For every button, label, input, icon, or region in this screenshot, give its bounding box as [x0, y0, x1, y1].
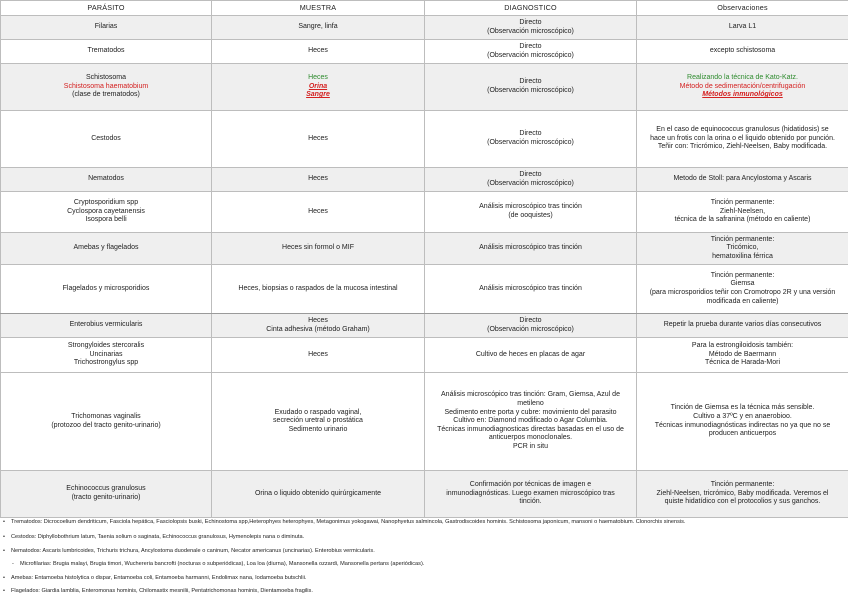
cell-parasito: Cryptosporidium spp Cyclospora cayetanensis Isospora belli	[1, 192, 212, 233]
header-observaciones: Observaciones	[637, 1, 848, 16]
cell-muestra: Heces	[212, 192, 425, 233]
header-muestra: MUESTRA	[212, 1, 425, 16]
cell-diagnostico: Directo (Observación microscópico)	[425, 168, 637, 192]
cell-diagnostico: Análisis microscópico tras tinción: Gram, Giemsa, Azul de metileno Sedimento entre porta y cubre: movimiento del parasito Cultivo en: Diamond modificado o Agar Columbia. Técnicas inmunodiagnosticas directas basadas en el uso de anticuerpos monoclonales. PCR in situ	[425, 373, 637, 471]
cell-diagnostico: Directo (Observación microscópico)	[425, 314, 637, 338]
cell-observaciones: Repetir la prueba durante varios días consecutivos	[637, 314, 848, 338]
cell-parasito: Cestodos	[1, 111, 212, 168]
footnote-item: • Cestodos: Diphyllobothrium latum, Taenia solium o saginata, Echinococcus granulosus, Hymenolepis nana o diminuta.	[3, 534, 305, 540]
cell-diagnostico: Análisis microscópico tras tinción (de ooquistes)	[425, 192, 637, 233]
cell-diagnostico: Análisis microscópico tras tinción	[425, 265, 637, 314]
footnote-item: • Amebas: Entamoeba histolytica o dispar, Entamoeba coli, Entamoeba harmanni, Endolimax nana, Iodamoeba butschlii.	[3, 575, 307, 581]
cell-parasito: Strongyloides stercoralis Uncinarias Trichostrongylus spp	[1, 338, 212, 373]
cell-observaciones: Metodo de Stoll: para Ancylostoma y Ascaris	[637, 168, 848, 192]
cell-muestra: Heces	[212, 338, 425, 373]
table-row	[1, 192, 848, 233]
footnote-item: • Nematodos: Ascaris lumbricoides, Trichuris trichura, Ancylostoma duodenale o caninum, Necator americanus (uncinarias). Enterobius vermicularis.	[3, 548, 375, 554]
table-row	[1, 338, 848, 373]
cell-muestra: Heces sin formol o MIF	[212, 233, 425, 265]
cell-muestra: Sangre, linfa	[212, 16, 425, 40]
cell-parasito: Enterobius vermicularis	[1, 314, 212, 338]
cell-observaciones: Larva L1	[637, 16, 848, 40]
cell-diagnostico: Análisis microscópico tras tinción	[425, 233, 637, 265]
cell-parasito: Trematodos	[1, 40, 212, 64]
cell-diagnostico: Directo (Observación microscópico)	[425, 64, 637, 111]
cell-muestra: Heces, biopsias o raspados de la mucosa intestinal	[212, 265, 425, 314]
cell-observaciones: Tinción permanente: Ziehl-Neelsen, tricrómico, Baby modificada. Veremos el quiste hidatídico con el protocolios y sus ganchos.	[637, 471, 848, 518]
table-row	[1, 16, 848, 40]
cell-muestra: Heces	[212, 111, 425, 168]
table-row	[1, 40, 848, 64]
cell-muestra: Orina o liquido obtenido quirúrgicamente	[212, 471, 425, 518]
cell-observaciones: Realizando la técnica de Kato-Katz. Método de sedimentación/centrifugación Métodos inmunológicos	[637, 64, 848, 111]
footnote-item: • Flagelados: Giardia lamblia, Enteromonas hominis, Chilomastix mesnilii, Pentatrichomonas hominis, Dientamoeba fragilis.	[3, 588, 313, 594]
cell-muestra: Exudado o raspado vaginal, secreción uretral o prostática Sedimento urinario	[212, 373, 425, 471]
table-row	[1, 111, 848, 168]
table-header-row	[1, 1, 848, 16]
cell-muestra: Heces	[212, 40, 425, 64]
cell-parasito: Echinococcus granulosus (tracto genito-urinario)	[1, 471, 212, 518]
table-row	[1, 64, 848, 111]
footnote-item: • Trematodos: Dicrocoelium dendriticum, Fasciola hepática, Fasciolopsis buski, Echinostoma spp,Heterophyes heterophyes, Metagonimus yokogawai, Nanophyetus salmincola, Gastrodiscoides hominis. Schistosoma japonicum, mansoni o haematobium. Clonorchis sinensis.	[3, 519, 686, 525]
cell-observaciones: En el caso de equinococcus granulosus (hidatidosis) se hace un frotis con la orina o el liquido obtenido por punción. Teñir con: Tricrómico, Ziehl-Neelsen, Baby modificada.	[637, 111, 848, 168]
table-row	[1, 265, 848, 314]
header-diagnostico: DIAGNOSTICO	[425, 1, 637, 16]
cell-diagnostico: Confirmación por técnicas de imagen e inmunodiagnósticas. Luego examen microscópico tras tinción.	[425, 471, 637, 518]
header-parasito: PARÁSITO	[1, 1, 212, 16]
table-row	[1, 471, 848, 518]
cell-parasito: Filarias	[1, 16, 212, 40]
cell-parasito: Amebas y flagelados	[1, 233, 212, 265]
cell-muestra: Heces Orina Sangre	[212, 64, 425, 111]
footnote-subitem: - Microfilarias: Brugia malayi, Brugia timori, Wuchereria bancrofti (nocturas o subperiódicas), Loa loa (diurna), Mansonella ozzardi, Mansonella pertans (aperiódicas).	[12, 561, 425, 567]
cell-observaciones: Tinción permanente: Giemsa (para microsporidios teñir con Cromotropo 2R y una versión modificada en caliente)	[637, 265, 848, 314]
cell-observaciones: Tinción de Giemsa es la técnica más sensible. Cultivo a 37ºC y en anaerobioo. Técnicas inmunodiagnósticas indirectas no ya que no se producen anticuerpos	[637, 373, 848, 471]
cell-muestra: Heces Cinta adhesiva (método Graham)	[212, 314, 425, 338]
cell-parasito: Trichomonas vaginalis (protozoo del tracto genito-urinario)	[1, 373, 212, 471]
cell-parasito: Flagelados y microsporidios	[1, 265, 212, 314]
cell-observaciones: Para la estrongiloidosis también: Método de Baermann Técnica de Harada-Mori	[637, 338, 848, 373]
table-row	[1, 373, 848, 471]
table-row	[1, 233, 848, 265]
cell-parasito: Nematodos	[1, 168, 212, 192]
cell-diagnostico: Directo (Observación microscópico)	[425, 16, 637, 40]
cell-observaciones: Tinción permanente: Ziehl-Neelsen, técnica de la safranina (método en caliente)	[637, 192, 848, 233]
cell-observaciones: excepto schistosoma	[637, 40, 848, 64]
cell-diagnostico: Directo (Observación microscópico)	[425, 111, 637, 168]
cell-diagnostico: Directo (Observación microscópico)	[425, 40, 637, 64]
table-row	[1, 168, 848, 192]
table-row	[1, 314, 848, 338]
cell-diagnostico: Cultivo de heces en placas de agar	[425, 338, 637, 373]
cell-parasito: Schistosoma Schistosoma haematobium (clase de trematodos)	[1, 64, 212, 111]
cell-muestra: Heces	[212, 168, 425, 192]
cell-observaciones: Tinción permanente: Tricómico, hematoxilina férrica	[637, 233, 848, 265]
